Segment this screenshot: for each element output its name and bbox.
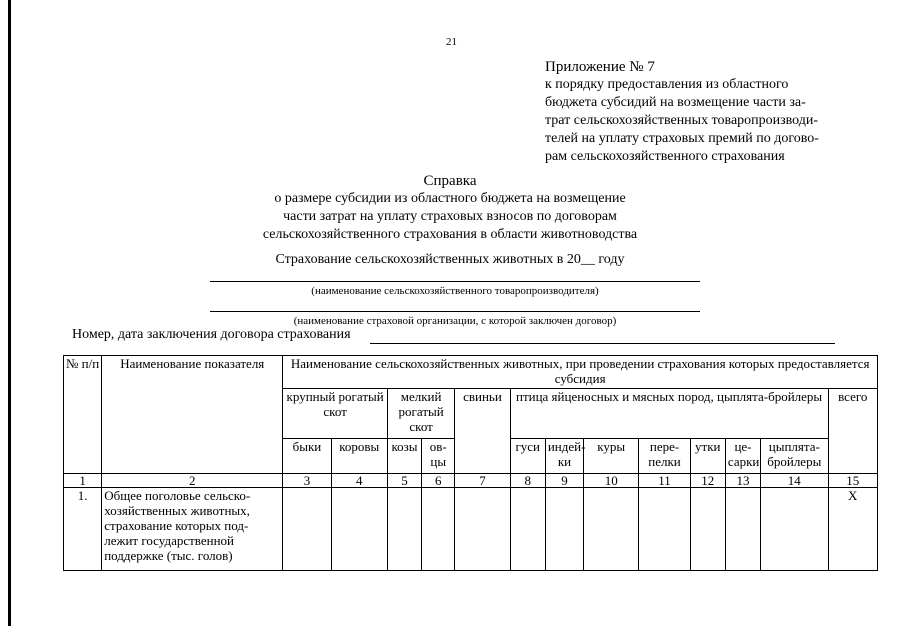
column-number: 15 [828,474,878,488]
header-ducks: утки [690,439,725,474]
column-number: 5 [387,474,421,488]
appendix-title: Приложение № 7 [545,59,655,75]
column-number: 12 [690,474,725,488]
row-indicator: Общее поголовье сельско-хозяйственных животных, страхование которых под-лежит государственной поддержке (тыс. голов) [102,488,283,571]
contract-label: Номер, дата заключения договора страхования [72,327,351,342]
producer-name-line [210,281,700,282]
cell-geese[interactable] [510,488,545,571]
column-number: 14 [761,474,828,488]
header-chickens: куры [584,439,639,474]
header-goats: козы [387,439,421,474]
subtitle-line: о размере субсидии из областного бюджета на возмещение [274,191,626,206]
header-total: всего [828,389,878,474]
header-poultry: птица яйценосных и мясных пород, цыплята-бройлеры [510,389,828,439]
column-number: 3 [283,474,331,488]
contract-line [370,343,835,344]
column-number: 4 [331,474,387,488]
column-number: 6 [422,474,455,488]
subtitle-line: части затрат на уплату страховых взносов по договорам [283,209,617,224]
appendix-line: к порядку предоставления из областного [545,77,789,92]
table-row [64,488,878,571]
appendix-line: трат сельскохозяйственных товаропроизводи- [545,113,819,128]
cell-bulls[interactable] [283,488,331,571]
header-turkeys: индей-ки [545,439,583,474]
cell-sheep[interactable] [422,488,455,571]
appendix-line: рам сельскохозяйственного страхования [545,149,785,164]
column-number: 10 [584,474,639,488]
header-cows: коровы [331,439,387,474]
column-number: 11 [639,474,690,488]
header-broilers: цыплята-бройлеры [761,439,828,474]
column-number: 8 [510,474,545,488]
column-number: 1 [64,474,102,488]
document-title: Справка [423,173,477,189]
column-number: 7 [455,474,510,488]
header-sheep: ов-цы [422,439,455,474]
header-geese: гуси [510,439,545,474]
appendix-line: бюджета субсидий на возмещение части за- [545,95,806,110]
cell-turkeys[interactable] [545,488,583,571]
cell-cows[interactable] [331,488,387,571]
header-indicator: Наименование показателя [102,356,283,474]
header-bulls: быки [283,439,331,474]
cell-guinea-fowl[interactable] [725,488,760,571]
column-number: 13 [725,474,760,488]
cell-ducks[interactable] [690,488,725,571]
row-num: 1. [64,488,102,571]
column-number: 9 [545,474,583,488]
appendix-block [545,58,845,166]
header-num: № п/п [64,356,102,474]
cell-broilers[interactable] [761,488,828,571]
cell-goats[interactable] [387,488,421,571]
subtitle-line: сельскохозяйственного страхования в области животноводства [262,227,638,242]
cell-chickens[interactable] [584,488,639,571]
document-subtitle [200,190,700,244]
page-number: 21 [446,36,457,48]
insurer-caption: (наименование страховой организации, с которой заключен договор) [293,315,617,327]
column-number: 2 [102,474,283,488]
page-edge-bar [8,0,11,626]
producer-caption: (наименование сельскохозяйственного товаропроизводителя) [311,285,599,297]
subsidy-table [63,355,878,571]
cell-total: Х [828,488,878,571]
insurer-name-line [210,311,700,312]
header-quails: пере-пелки [639,439,690,474]
appendix-line: телей на уплату страховых премий по догово- [545,131,819,146]
year-line: Страхование сельскохозяйственных животных в 20__ году [275,252,625,267]
header-small-cattle: мелкий рогатый скот [387,389,454,439]
header-pigs: свиньи [455,389,510,474]
header-animals-group: Наименование сельскохозяйственных животных, при проведении страхования которых предоставляется субсидия [283,356,878,389]
cell-pigs[interactable] [455,488,510,571]
header-guinea-fowl: це-сарки [725,439,760,474]
cell-quails[interactable] [639,488,690,571]
header-cattle: крупный рогатый скот [283,389,388,439]
